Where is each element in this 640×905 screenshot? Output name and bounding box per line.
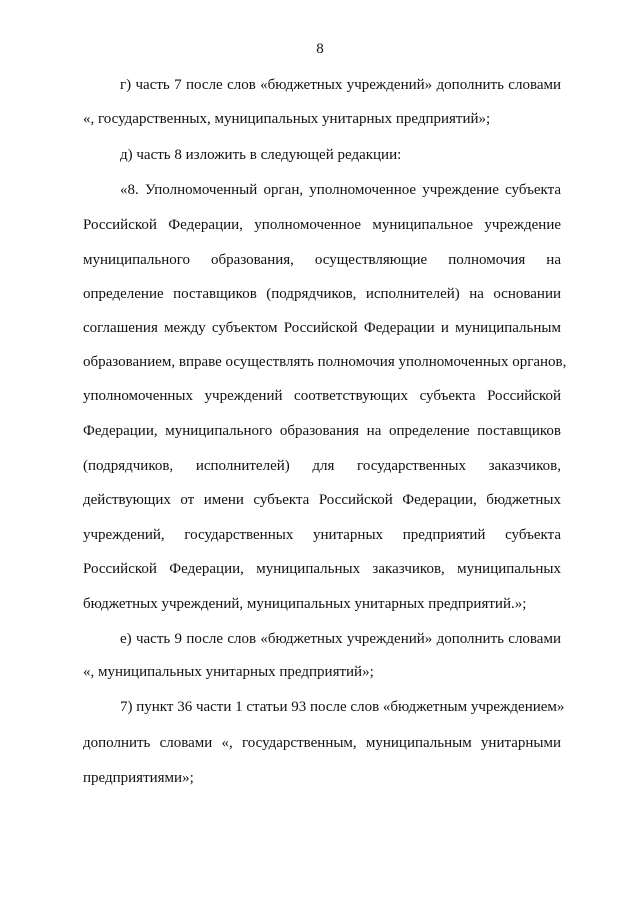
page-number: 8 xyxy=(316,41,324,57)
text-line: соглашения между субъектом Российской Федерации и муниципальным xyxy=(83,320,561,336)
text-line: уполномоченных учреждений соответствующих субъекта Российской xyxy=(83,388,561,404)
text-line: «8. Уполномоченный орган, уполномоченное учреждение субъекта xyxy=(120,182,561,198)
text-line: Российской Федерации, муниципальных заказчиков, муниципальных xyxy=(83,561,561,577)
text-line: «, муниципальных унитарных предприятий»; xyxy=(83,664,374,680)
text-line: муниципального образования, осуществляющие полномочия на xyxy=(83,252,561,268)
text-line: д) часть 8 изложить в следующей редакции: xyxy=(120,147,402,163)
text-line: бюджетных учреждений, муниципальных унитарных предприятий.»; xyxy=(83,596,527,612)
text-line: определение поставщиков (подрядчиков, исполнителей) на основании xyxy=(83,286,561,302)
text-line: дополнить словами «, государственным, муниципальным унитарными xyxy=(83,735,561,751)
text-line: Российской Федерации, уполномоченное муниципальное учреждение xyxy=(83,217,561,233)
text-line: действующих от имени субъекта Российской Федерации, бюджетных xyxy=(83,492,561,508)
text-line: предприятиями»; xyxy=(83,770,194,786)
text-line: (подрядчиков, исполнителей) для государственных заказчиков, xyxy=(83,458,561,474)
text-line: е) часть 9 после слов «бюджетных учреждений» дополнить словами xyxy=(120,631,561,647)
text-line: учреждений, государственных унитарных предприятий субъекта xyxy=(83,527,561,543)
text-line: «, государственных, муниципальных унитарных предприятий»; xyxy=(83,111,491,127)
text-line: 7) пункт 36 части 1 статьи 93 после слов «бюджетным учреждением» xyxy=(120,699,565,715)
text-line: Федерации, муниципального образования на определение поставщиков xyxy=(83,423,561,439)
text-line: г) часть 7 после слов «бюджетных учреждений» дополнить словами xyxy=(120,77,561,93)
text-line: образованием, вправе осуществлять полномочия уполномоченных органов, xyxy=(83,354,567,370)
